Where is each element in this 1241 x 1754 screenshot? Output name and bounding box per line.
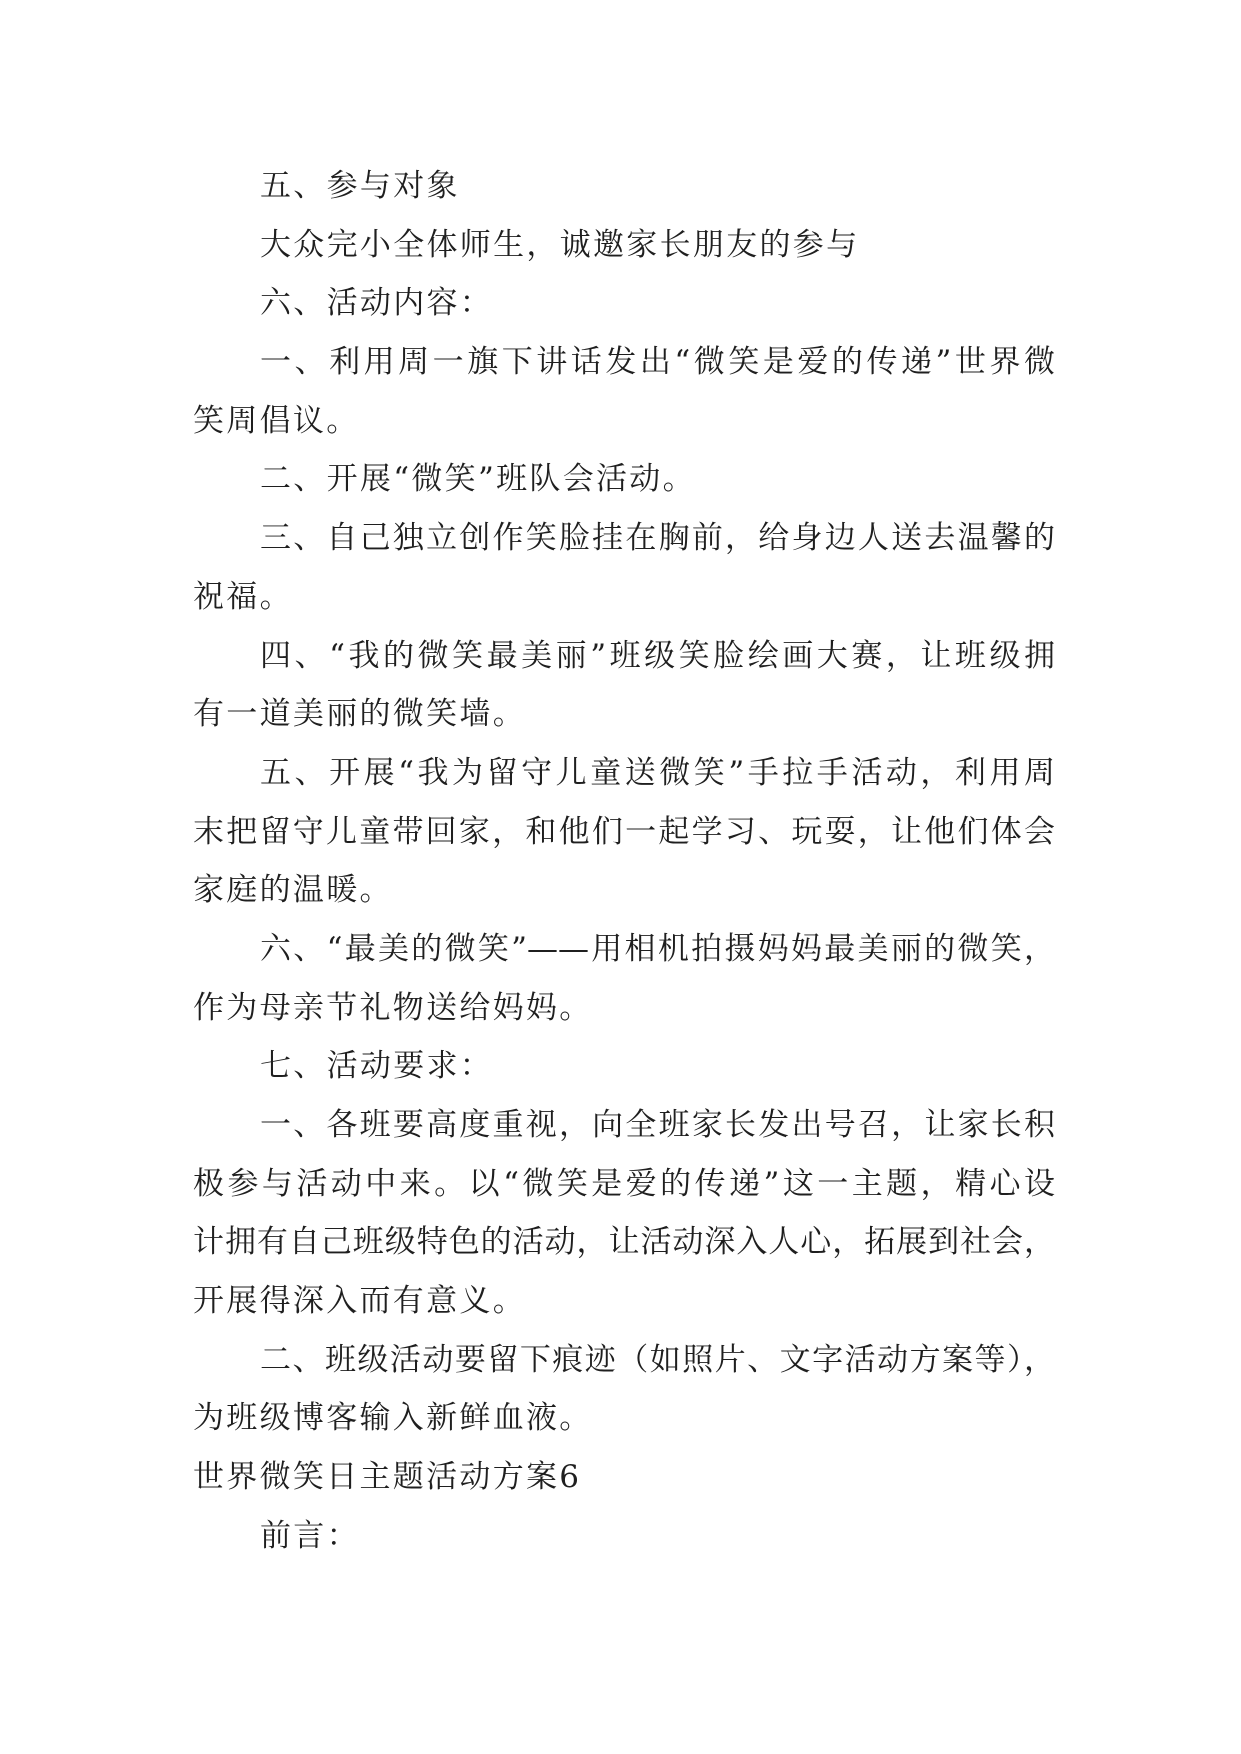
paragraph: [193, 1331, 1055, 1448]
paragraph-line: 开展得深入而有意义。: [193, 1283, 526, 1320]
paragraph-line: 三、自己独立创作笑脸挂在胸前，给身边人送去温馨的: [260, 520, 1055, 557]
paragraph: [193, 450, 1055, 509]
paragraph-line: 二、班级活动要留下痕迹（如照片、文字活动方案等），: [260, 1341, 1055, 1378]
paragraph-line: 家庭的温暖。: [193, 872, 393, 909]
paragraph-line: 有一道美丽的微笑墙。: [193, 696, 526, 733]
document-body: [193, 157, 1055, 1566]
paragraph-line: 七、活动要求：: [260, 1048, 494, 1085]
paragraph-line: 为班级博客输入新鲜血液。: [193, 1400, 593, 1437]
paragraph-line: 作为母亲节礼物送给妈妈。: [193, 989, 593, 1026]
paragraph-line: 极参与活动中来。以“微笑是爱的传递”这一主题，精心设: [193, 1165, 1055, 1202]
paragraph-line: 前言：: [260, 1517, 360, 1554]
paragraph: [193, 1037, 1055, 1096]
paragraph-line: 五、开展“我为留守儿童送微笑”手拉手活动，利用周: [260, 754, 1055, 791]
paragraph-line: 一、利用周一旗下讲话发出“微笑是爱的传递”世界微: [260, 344, 1055, 381]
paragraph-line: 五、参与对象: [260, 168, 460, 204]
paragraph-line: 四、“我的微笑最美丽”班级笑脸绘画大赛，让班级拥: [260, 637, 1055, 674]
paragraph-line: 计拥有自己班级特色的活动，让活动深入人心，拓展到社会，: [193, 1224, 1055, 1261]
paragraph-line: 一、各班要高度重视，向全班家长发出号召，让家长积: [260, 1107, 1055, 1143]
paragraph: [193, 333, 1055, 450]
paragraph: [193, 920, 1055, 1037]
paragraph: [193, 157, 1055, 216]
paragraph-line: 祝福。: [193, 578, 293, 615]
paragraph: [193, 216, 1055, 275]
section-title: 世界微笑日主题活动方案6: [193, 1459, 582, 1496]
paragraph: [193, 1096, 1055, 1331]
paragraph-line: 大众完小全体师生，诚邀家长朋友的参与: [260, 226, 860, 263]
paragraph: [193, 627, 1055, 744]
paragraph: [193, 509, 1055, 626]
paragraph-line: 笑周倡议。: [193, 402, 360, 439]
paragraph: [193, 274, 1055, 333]
paragraph-line: 二、开展“微笑”班队会活动。: [260, 461, 696, 498]
paragraph-line: 六、“最美的微笑”——用相机拍摄妈妈最美丽的微笑，: [260, 930, 1055, 967]
paragraph-line: 六、活动内容：: [260, 285, 494, 322]
paragraph: [193, 744, 1055, 920]
paragraph-line: 末把留守儿童带回家，和他们一起学习、玩耍，让他们体会: [193, 813, 1055, 850]
paragraph: [193, 1507, 1055, 1566]
